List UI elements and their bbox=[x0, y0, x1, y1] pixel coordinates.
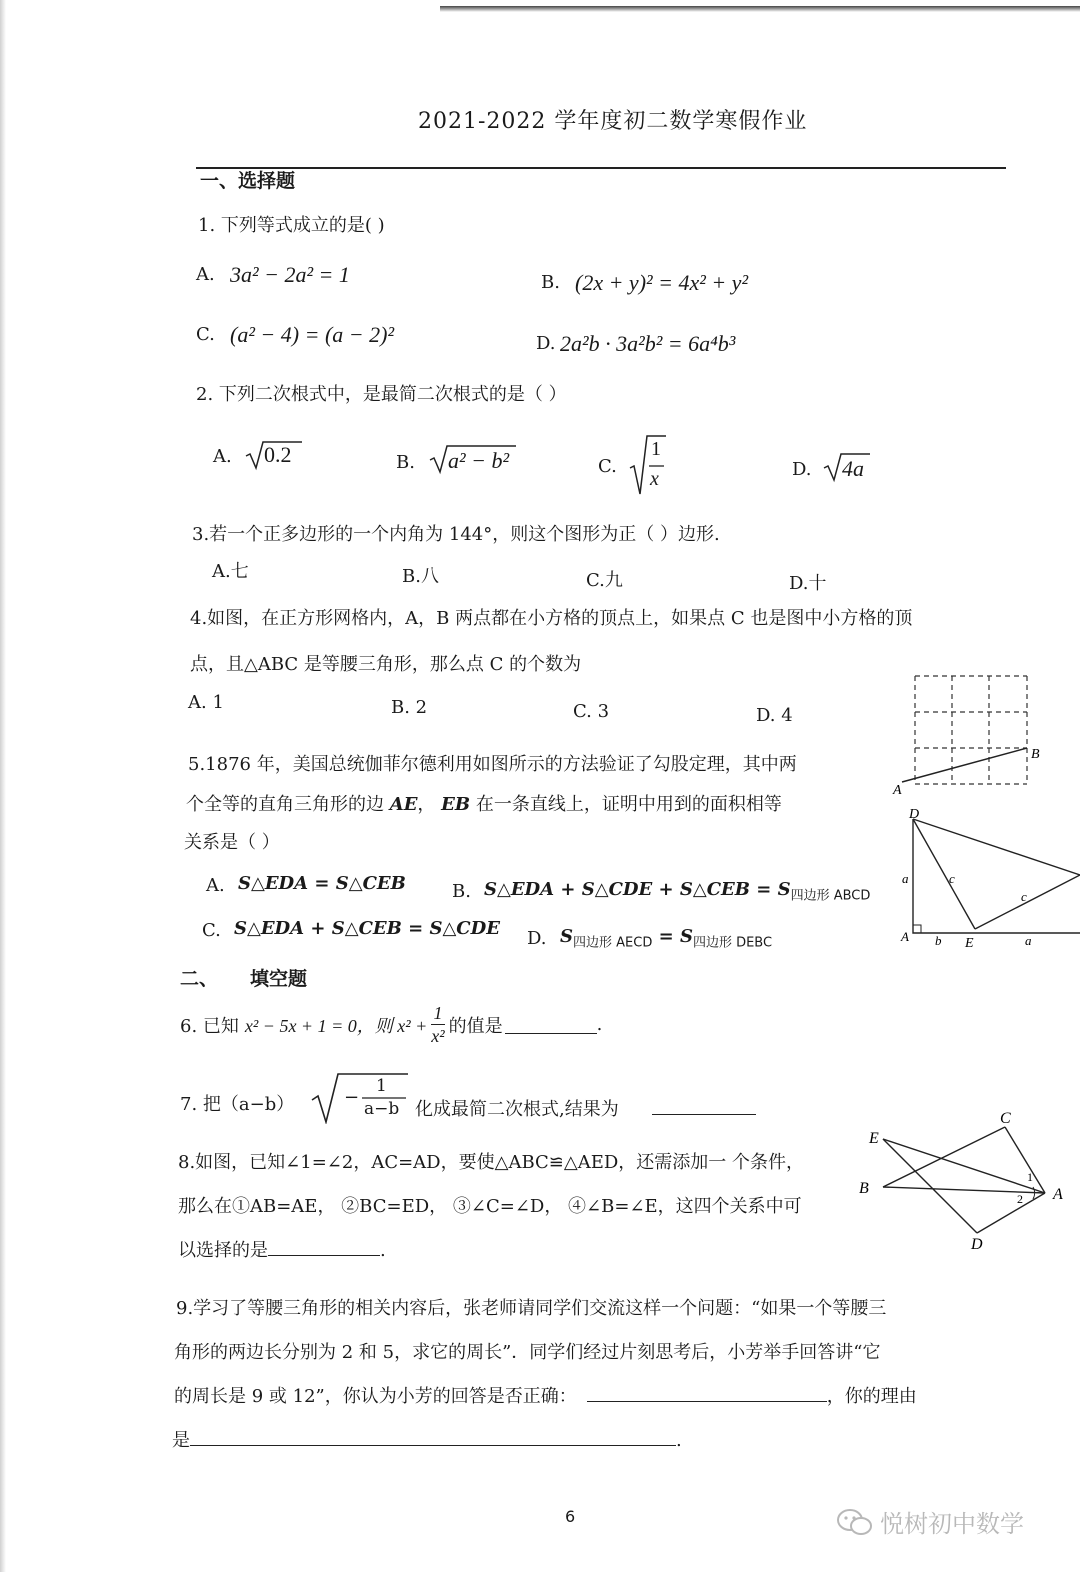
q3-option-a: A.七 bbox=[212, 561, 249, 582]
scan-shadow-left bbox=[0, 0, 6, 1572]
q7-fraction-denominator: a−b bbox=[364, 1099, 400, 1119]
q1-option-b-label: B. bbox=[541, 272, 560, 293]
q5-line-2 bbox=[186, 790, 782, 816]
q8-point-e-label: E bbox=[869, 1130, 879, 1147]
q2-option-c-denominator: x bbox=[650, 468, 659, 490]
page-title: 2021-2022 学年度初二数学寒假作业 bbox=[418, 109, 808, 134]
q6-equation: x² − 5x + 1 = 0，则 x² + bbox=[244, 1015, 428, 1036]
radical-sign-icon bbox=[628, 434, 668, 496]
q8-answer-blank[interactable] bbox=[268, 1237, 380, 1256]
q5-comma: ， bbox=[417, 794, 436, 815]
q4-option-d: D. 4 bbox=[756, 705, 793, 726]
q1-stem: 1. 下列等式成立的是( ) bbox=[198, 215, 385, 236]
q9-line-3-prefix: 的周长是 9 或 12”，你认为小芳的回答是否正确： bbox=[174, 1386, 577, 1407]
q6-fraction-numerator: 1 bbox=[431, 1004, 444, 1025]
watermark-text: 悦树初中数学 bbox=[880, 1510, 1024, 1538]
q4-line-2: 点，且△ABC 是等腰三角形，那么点 C 的个数为 bbox=[190, 654, 582, 675]
q5-option-d-sub2: 四边形 DEBC bbox=[692, 935, 773, 951]
q5-option-d-s1: S bbox=[560, 926, 573, 947]
q8-line-3-prefix: 以选择的是 bbox=[178, 1240, 268, 1261]
q6-answer-blank[interactable] bbox=[505, 1015, 597, 1034]
q8-point-c-label: C bbox=[1000, 1110, 1011, 1127]
q4-option-c: C. 3 bbox=[573, 701, 610, 722]
q5-option-b-subscript: 四边形 ABCD bbox=[790, 888, 871, 904]
q5-point-d-label: D bbox=[909, 807, 920, 822]
q7-radicand-minus: − bbox=[344, 1087, 360, 1108]
q3-option-c: C.九 bbox=[586, 570, 623, 591]
segment-ab bbox=[902, 748, 1027, 782]
q5-option-d-expr bbox=[560, 926, 772, 951]
q5-segment-ae: AE bbox=[389, 794, 418, 815]
q9-line-4-end: . bbox=[676, 1430, 682, 1451]
q5-side-b-label: b bbox=[935, 933, 942, 948]
q7-fraction-numerator: 1 bbox=[376, 1076, 387, 1096]
q9-line-4-prefix: 是 bbox=[172, 1430, 190, 1451]
q5-line-3: 关系是（ ） bbox=[184, 832, 280, 853]
title-rule bbox=[196, 167, 1006, 169]
q1-option-d-expr: 2a²b · 3a²b² = 6a⁴b³ bbox=[560, 331, 736, 356]
q1-option-c-label: C. bbox=[196, 324, 215, 345]
q9-correctness-blank[interactable] bbox=[587, 1383, 827, 1402]
q9-line-3 bbox=[174, 1382, 917, 1408]
q5-option-d-eq: = S bbox=[652, 926, 693, 947]
q2-option-a-radicand: 0.2 bbox=[264, 442, 292, 467]
q5-option-b-expr bbox=[484, 879, 870, 904]
q5-option-d-label: D. bbox=[527, 928, 547, 949]
section-fill-heading: 填空题 bbox=[250, 968, 308, 990]
q7-prefix: 7. 把（a−b） bbox=[180, 1094, 295, 1115]
q9-line-4 bbox=[172, 1426, 682, 1452]
q6-fraction bbox=[431, 1004, 444, 1045]
q5-side-a2-label: a bbox=[1025, 933, 1032, 948]
q6-fraction-denominator: x² bbox=[431, 1026, 445, 1046]
q8-line-3-end: . bbox=[380, 1240, 386, 1261]
q5-point-e-label: E bbox=[965, 936, 974, 951]
q4-option-a: A. 1 bbox=[188, 692, 224, 713]
q2-option-c-label: C. bbox=[598, 456, 617, 477]
scan-shadow-top bbox=[440, 6, 1080, 12]
q5-option-a-expr: S△EDA = S△CEB bbox=[238, 873, 406, 894]
q8-angle-2-label: 2 bbox=[1017, 1192, 1023, 1206]
q1-option-a-expr: 3a² − 2a² = 1 bbox=[230, 262, 350, 287]
q9-line-1: 9.学习了等腰三角形的相关内容后，张老师请同学们交流这样一个问题：“如果一个等腰三 bbox=[176, 1298, 887, 1319]
q6-end: . bbox=[596, 1014, 603, 1035]
q3-option-b: B.八 bbox=[402, 566, 439, 587]
q4-point-a-label: A bbox=[893, 783, 902, 798]
q4-line-1: 4.如图，在正方形网格内，A，B 两点都在小方格的顶点上，如果点 C 也是图中小方格的顶 bbox=[190, 608, 913, 629]
q4-option-b: B. 2 bbox=[391, 697, 428, 718]
q2-stem: 2. 下列二次根式中，是最简二次根式的是（ ） bbox=[196, 384, 567, 405]
q5-side-a-label: a bbox=[902, 871, 909, 886]
section-choice-heading: 一、选择题 bbox=[200, 170, 296, 192]
q6-suffix: 的值是 bbox=[448, 1015, 503, 1037]
q4-grid-figure bbox=[890, 668, 1060, 798]
q4-point-b-label: B bbox=[1031, 747, 1040, 762]
q1-option-d-label: D. bbox=[536, 333, 556, 354]
q1-option-b-expr: (2x + y)² = 4x² + y² bbox=[575, 270, 749, 295]
q2-option-d-radicand: 4a bbox=[842, 456, 864, 481]
q8-point-d-label: D bbox=[971, 1236, 983, 1253]
q5-option-d-sub1: 四边形 AECD bbox=[573, 935, 653, 951]
wechat-icon bbox=[836, 1507, 874, 1537]
q6-line bbox=[180, 1004, 602, 1045]
watermark bbox=[836, 1504, 1024, 1539]
q2-option-a-label: A. bbox=[213, 446, 232, 467]
q5-line-1: 5.1876 年，美国总统伽菲尔德利用如图所示的方法验证了勾股定理，其中两 bbox=[188, 754, 797, 775]
q1-option-c-expr: (a² − 4) = (a − 2)² bbox=[230, 322, 395, 347]
q8-line-1: 8.如图，已知∠1=∠2，AC=AD，要使△ABC≌△AED，还需添加一 个条件， bbox=[178, 1152, 804, 1173]
section-fill-number: 二、 bbox=[180, 968, 219, 990]
q5-line-2-suffix: 在一条直线上，证明中用到的面积相等 bbox=[475, 794, 782, 815]
q2-option-c-numerator: 1 bbox=[651, 438, 661, 460]
q5-side-c1-label: c bbox=[949, 871, 955, 886]
q8-line-2: 那么在①AB=AE， ②BC=ED， ③∠C=∠D， ④∠B=∠E，这四个关系中可 bbox=[178, 1196, 802, 1217]
q3-option-d: D.十 bbox=[789, 573, 827, 594]
q5-option-b-main: S△EDA + S△CDE + S△CEB = S bbox=[484, 879, 791, 900]
q6-prefix: 6. 已知 bbox=[180, 1015, 239, 1037]
q5-option-c-label: C. bbox=[202, 920, 221, 941]
q5-segment-eb: EB bbox=[441, 794, 471, 815]
q5-option-a-label: A. bbox=[206, 875, 225, 896]
q2-option-b-label: B. bbox=[396, 452, 415, 473]
q8-point-b-label: B bbox=[859, 1180, 869, 1197]
q8-angle-1-label: 1 bbox=[1027, 1170, 1033, 1184]
q9-reason-blank[interactable] bbox=[190, 1427, 676, 1446]
q1-option-a-label: A. bbox=[196, 264, 215, 285]
q5-option-c-expr: S△EDA + S△CEB = S△CDE bbox=[234, 918, 500, 939]
q2-option-d-label: D. bbox=[792, 459, 812, 480]
page-number: 6 bbox=[565, 1507, 576, 1526]
q7-answer-blank[interactable] bbox=[652, 1096, 756, 1115]
q2-option-b-radicand: a² − b² bbox=[448, 448, 510, 473]
q5-line-2-prefix: 个全等的直角三角形的边 bbox=[186, 794, 384, 815]
q5-side-c2-label: c bbox=[1021, 889, 1027, 904]
q7-suffix: 化成最简二次根式,结果为 bbox=[415, 1099, 619, 1120]
q5-point-a-label: A bbox=[901, 929, 909, 944]
q3-stem: 3.若一个正多边形的一个内角为 144°，则这个图形为正（ ）边形. bbox=[192, 524, 720, 545]
q9-line-3-suffix: ，你的理由 bbox=[826, 1386, 917, 1407]
q9-line-2: 角形的两边长分别为 2 和 5，求它的周长”．同学们经过片刻思考后，小芳举手回答讲“它 bbox=[174, 1342, 881, 1363]
q8-triangles-figure bbox=[855, 1105, 1080, 1255]
q5-trapezoid-figure bbox=[895, 805, 1080, 955]
q8-line-3 bbox=[178, 1236, 386, 1262]
q8-point-a-label: A bbox=[1053, 1186, 1063, 1203]
q5-option-b-label: B. bbox=[452, 881, 471, 902]
